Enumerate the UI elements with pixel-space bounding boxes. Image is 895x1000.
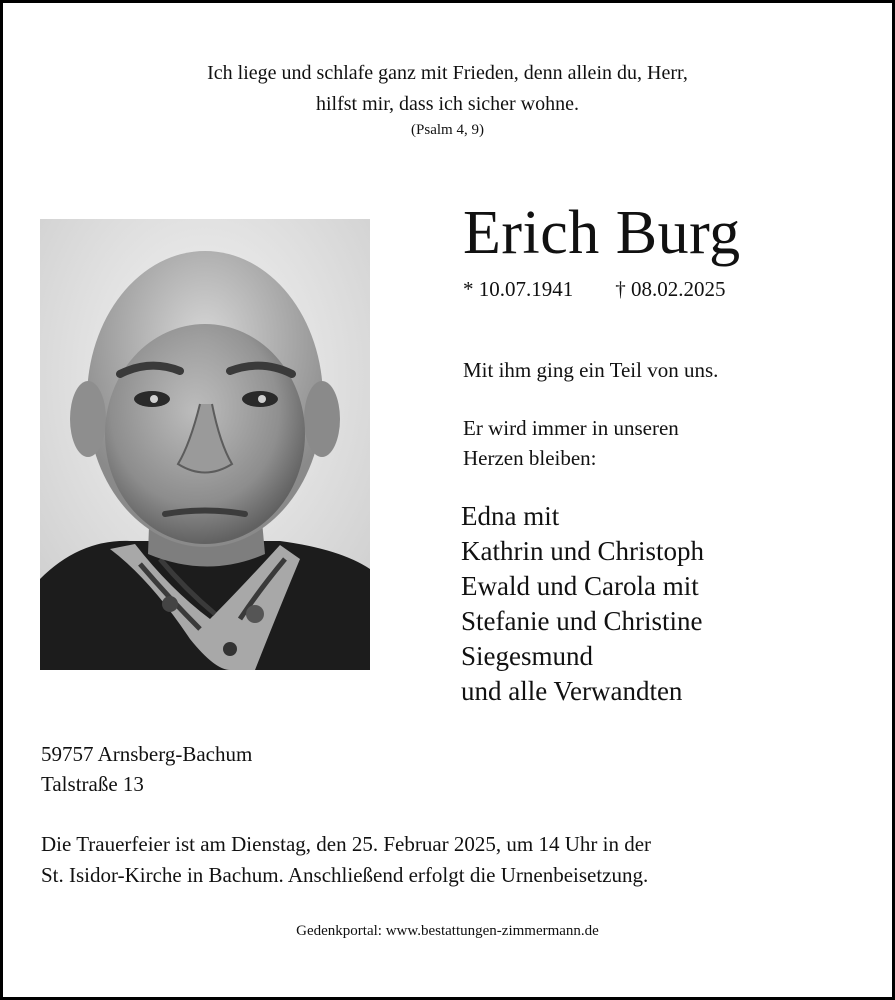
mourner-line: Stefanie und Christine — [461, 606, 703, 636]
birth-date: * 10.07.1941 — [463, 277, 574, 301]
life-dates — [463, 275, 726, 303]
deceased-name: Erich Burg — [463, 199, 741, 267]
message-block-2 — [463, 413, 679, 473]
death-date: † 08.02.2025 — [615, 277, 726, 301]
ceremony-line-2: St. Isidor-Kirche in Bachum. Anschließend erfolgt die Urnenbeisetzung. — [41, 863, 649, 887]
mourning-address — [41, 739, 252, 799]
verse-reference: (Psalm 4, 9) — [411, 122, 484, 138]
memorial-portal-link[interactable]: Gedenkportal: www.bestattungen-zimmermann.de — [296, 923, 599, 939]
verse-line-2: hilfst mir, dass ich sicher wohne. — [315, 93, 580, 115]
mourners-list — [461, 499, 704, 709]
message-line-2b: Herzen bleiben: — [463, 446, 597, 470]
address-street: Talstraße 13 — [41, 772, 144, 796]
mourner-line: und alle Verwandten — [461, 676, 683, 706]
funeral-ceremony-text — [41, 829, 861, 891]
mourner-line: Siegesmund — [461, 641, 593, 671]
message-line-2a: Er wird immer in unseren — [463, 416, 679, 440]
mourner-line: Kathrin und Christoph — [461, 536, 704, 566]
portrait-photo — [40, 219, 370, 670]
verse-line-1: Ich liege und schlafe ganz mit Frieden, denn allein du, Herr, — [207, 62, 688, 84]
message-line-1: Mit ihm ging ein Teil von uns. — [463, 358, 719, 382]
mourner-line: Ewald und Carola mit — [461, 571, 699, 601]
portrait-image — [40, 219, 370, 670]
address-city: 59757 Arnsberg-Bachum — [41, 742, 253, 766]
mourner-line: Edna mit — [461, 501, 560, 531]
ceremony-line-1: Die Trauerfeier ist am Dienstag, den 25. Februar 2025, um 14 Uhr in der — [41, 832, 652, 856]
bible-verse — [3, 58, 892, 140]
